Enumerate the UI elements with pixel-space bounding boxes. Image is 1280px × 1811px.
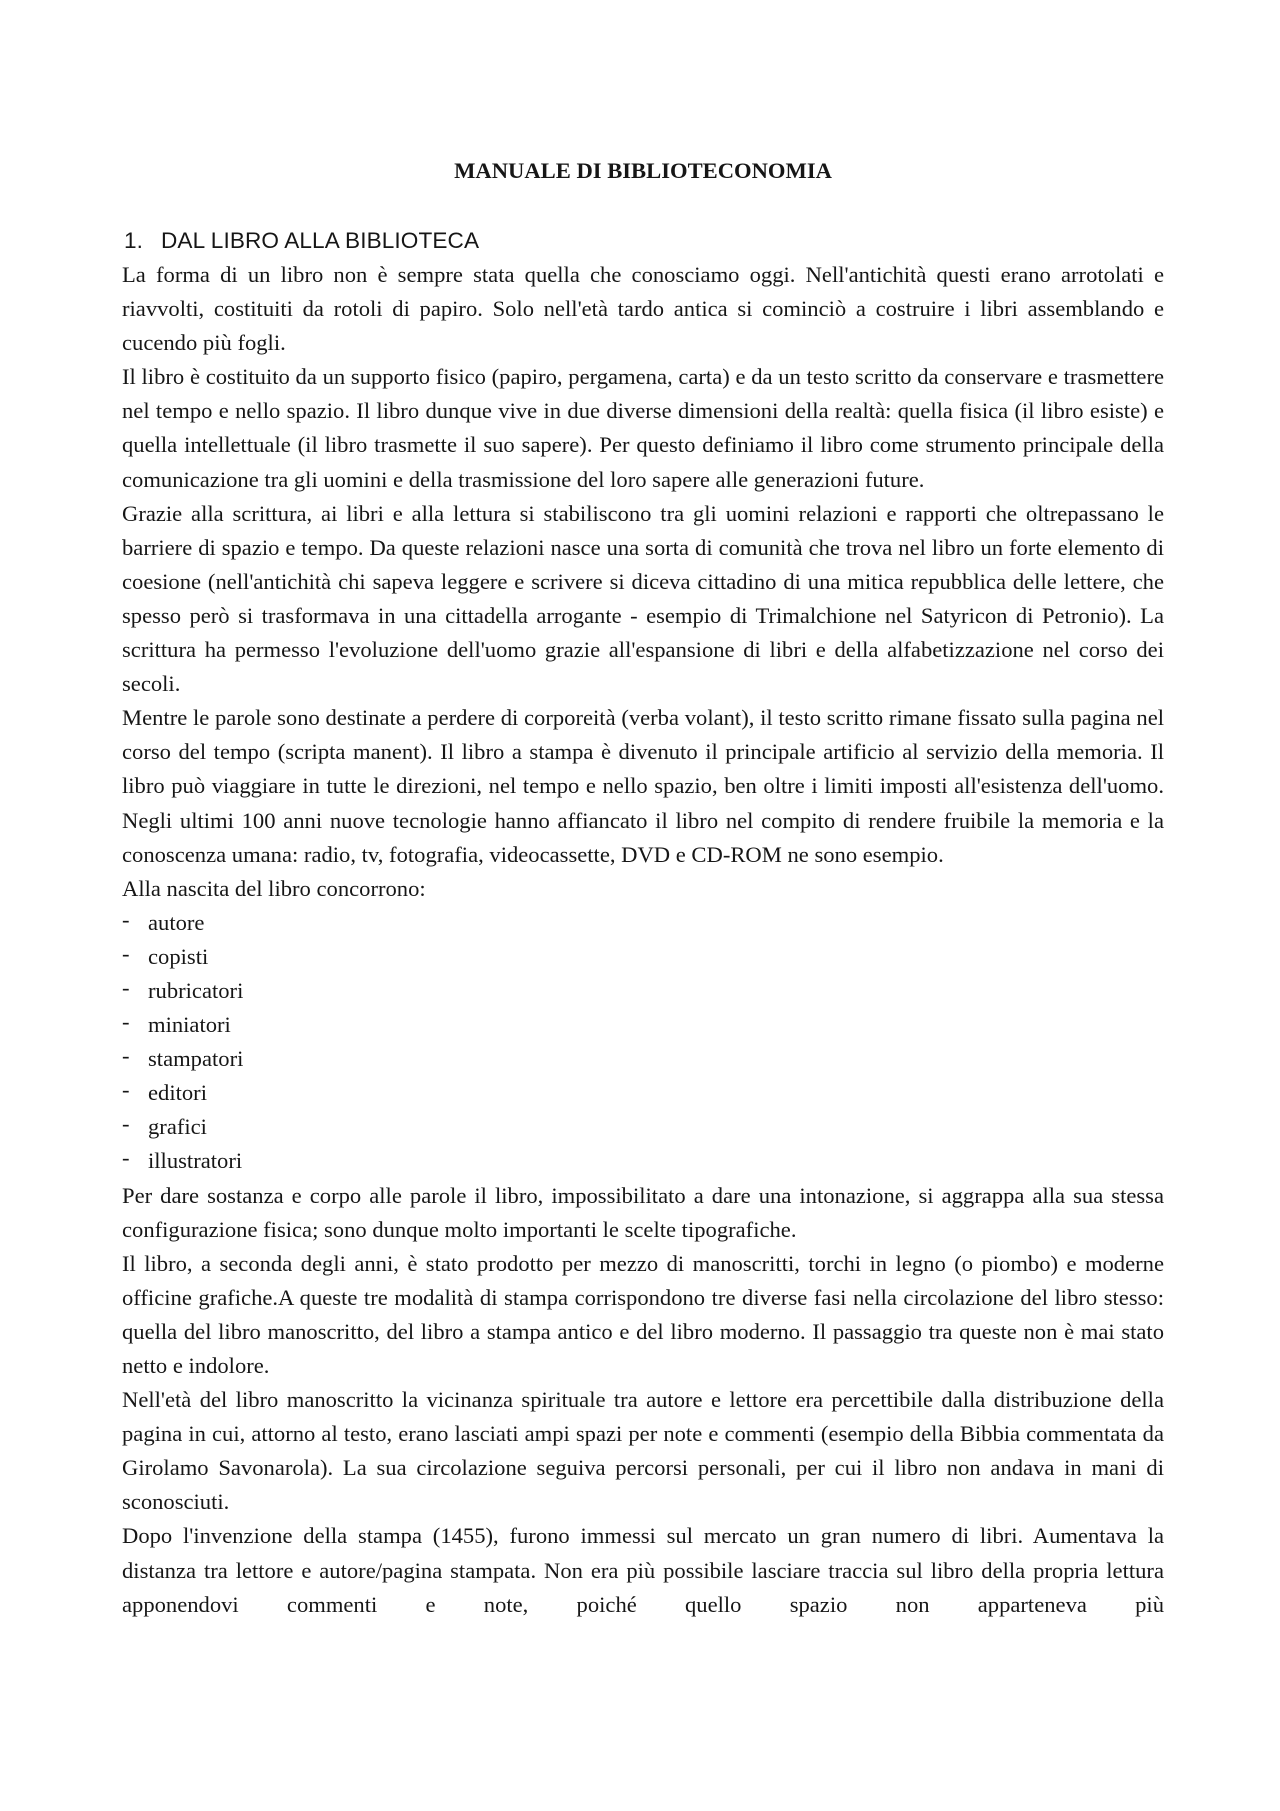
paragraph-memory: Mentre le parole sono destinate a perdere di corporeità (verba volant), il testo scritto rimane fissato sulla pagina nel corso del tempo (scripta manent). Il libro a stampa è divenuto il principale artificio al servizio della memoria. Il libro può viaggiare in tutte le direzioni, nel tempo e nello spazio, ben oltre i limiti imposti all'esistenza dell'uomo. Negli ultimi 100 anni nuove tecnologie hanno affiancato il libro nel compito di rendere fruibile la memoria e la conoscenza umana: radio, tv, fotografia, videocassette, DVD e CD-ROM ne sono esempio.	[122, 705, 1164, 867]
paragraph-list-intro: Alla nascita del libro concorrono:	[122, 875, 426, 901]
list-item-text: illustratori	[148, 1148, 243, 1174]
list-marker: -	[122, 974, 130, 1000]
section-heading	[122, 224, 1164, 258]
list-item-text: rubricatori	[148, 977, 244, 1003]
paragraph-writing-community: Grazie alla scrittura, ai libri e alla lettura si stabiliscono tra gli uomini relazioni e rapporti che oltrepassano le barriere di spazio e tempo. Da queste relazioni nasce una sorta di comunità che trova nel libro un forte elemento di coesione (nell'antichità chi sapeva leggere e scrivere si diceva cittadino di una mitica repubblica delle lettere, che spesso però si trasformava in una cittadella arrogante - esempio di Trimalchione nel Satyricon di Petronio). La scrittura ha permesso l'evoluzione dell'uomo grazie all'espansione di libri e della alfabetizzazione nel corso dei secoli.	[122, 500, 1164, 697]
list-item-text: grafici	[148, 1114, 207, 1140]
list-item	[122, 1110, 1164, 1144]
list-item-text: miniatori	[148, 1012, 231, 1038]
list-item	[122, 1076, 1164, 1110]
list-marker: -	[122, 1111, 130, 1137]
list-item	[122, 906, 1164, 940]
section-heading-text: DAL LIBRO ALLA BIBLIOTECA	[161, 228, 480, 253]
list-marker: -	[122, 1043, 130, 1069]
contributors-list	[122, 906, 1164, 1179]
list-item	[122, 1144, 1164, 1178]
list-marker: -	[122, 1145, 130, 1171]
list-marker: -	[122, 906, 130, 932]
list-item-text: copisti	[148, 943, 209, 969]
paragraph-manuscript-age: Nell'età del libro manoscritto la vicinanza spirituale tra autore e lettore era percettibile dalla distribuzione della pagina in cui, attorno al testo, erano lasciati ampi spazi per note e commenti (esempio della Bibbia commentata da Girolamo Savonarola). La sua circolazione seguiva percorsi personali, per cui il libro non andava in mani di sconosciuti.	[122, 1387, 1164, 1515]
document-title: MANUALE DI BIBLIOTECONOMIA	[454, 158, 832, 183]
section-number: 1.	[124, 228, 144, 253]
list-marker: -	[122, 1009, 130, 1035]
paragraph-book-definition: Il libro è costituito da un supporto fisico (papiro, pergamena, carta) e da un testo scritto da conservare e trasmettere nel tempo e nello spazio. Il libro dunque vive in due diverse dimensioni della realtà: quella fisica (il libro esiste) e quella intellettuale (il libro trasmette il suo sapere). Per questo definiamo il libro come strumento principale della comunicazione tra gli uomini e della trasmissione del loro sapere alle generazioni future.	[122, 364, 1164, 492]
paragraph-printing-invention: Dopo l'invenzione della stampa (1455), furono immessi sul mercato un gran numero di libri. Aumentava la distanza tra lettore e autore/pagina stampata. Non era più possibile lasciare traccia sul libro della propria lettura apponendovi commenti e note, poiché quello spazio non apparteneva più	[122, 1523, 1164, 1617]
list-item-text: stampatori	[148, 1046, 244, 1072]
list-marker: -	[122, 1077, 130, 1103]
paragraph-production-phases: Il libro, a seconda degli anni, è stato prodotto per mezzo di manoscritti, torchi in legno (o piombo) e moderne officine grafiche.A queste tre modalità di stampa corrispondono tre diverse fasi nella circolazione del libro stesso: quella del libro manoscritto, del libro a stampa antico e del libro moderno. Il passaggio tra queste non è mai stato netto e indolore.	[122, 1250, 1164, 1378]
list-item-text: editori	[148, 1080, 207, 1106]
list-marker: -	[122, 940, 130, 966]
paragraph-typography: Per dare sostanza e corpo alle parole il libro, impossibilitato a dare una intonazione, si aggrappa alla sua stessa configurazione fisica; sono dunque molto importanti le scelte tipografiche.	[122, 1182, 1164, 1242]
list-item	[122, 974, 1164, 1008]
paragraph-book-form: La forma di un libro non è sempre stata quella che conosciamo oggi. Nell'antichità questi erano arrotolati e riavvolti, costituiti da rotoli di papiro. Solo nell'età tardo antica si cominciò a costruire i libri assemblando e cucendo più fogli.	[122, 262, 1164, 356]
list-item	[122, 1008, 1164, 1042]
list-item	[122, 1042, 1164, 1076]
list-item	[122, 940, 1164, 974]
list-item-text: autore	[148, 909, 205, 935]
document-page	[122, 154, 1164, 1622]
